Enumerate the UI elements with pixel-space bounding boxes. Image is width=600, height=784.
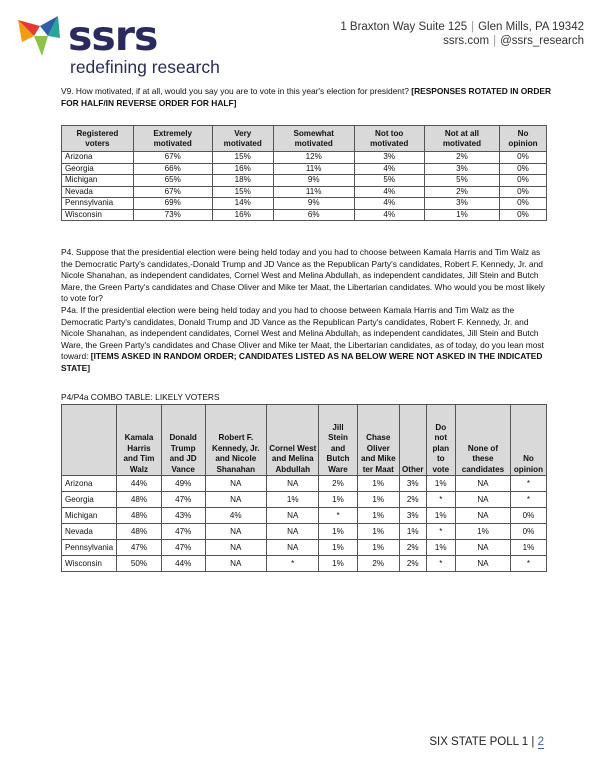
combo-col-header: None of these candidates [455,405,510,476]
v9-value-cell: 15% [212,186,273,198]
combo-value-cell: 50% [117,556,162,572]
v9-col-header: Very motivated [212,126,273,152]
v9-value-cell: 16% [212,163,273,175]
combo-value-cell: 1% [319,492,357,508]
v9-value-cell: 6% [273,209,354,221]
v9-col-header: No opinion [500,126,547,152]
v9-value-cell: 1% [424,209,499,221]
combo-value-cell: * [426,556,455,572]
combo-value-cell: 44% [161,556,205,572]
combo-value-cell: NA [205,476,267,492]
combo-value-cell: NA [455,556,510,572]
v9-value-cell: 4% [354,163,424,175]
combo-value-cell: 49% [161,476,205,492]
combo-value-cell: NA [455,508,510,524]
v9-value-cell: 4% [354,186,424,198]
v9-value-cell: 67% [133,186,212,198]
combo-value-cell: 48% [117,492,162,508]
table-row [62,186,547,198]
combo-value-cell: 2% [399,556,426,572]
combo-col-header: Donald Trump and JD Vance [161,405,205,476]
v9-value-cell: 5% [354,175,424,187]
v9-value-cell: 3% [424,198,499,210]
combo-value-cell: NA [455,476,510,492]
v9-value-cell: 12% [273,152,354,164]
v9-value-cell: 3% [424,163,499,175]
v9-state-cell: Nevada [62,186,134,198]
combo-value-cell: 1% [357,540,399,556]
v9-value-cell: 11% [273,186,354,198]
combo-value-cell: 1% [357,492,399,508]
page-footer [429,736,544,748]
table-row [62,540,547,556]
v9-value-cell: 0% [500,198,547,210]
combo-value-cell: NA [267,508,319,524]
table-row [62,209,547,221]
combo-col-header: Other [399,405,426,476]
footer-label: SIX STATE POLL 1 [429,736,529,748]
combo-value-cell: NA [267,540,319,556]
combo-state-cell: Michigan [62,508,117,524]
logo-tagline: redefining research [70,57,220,77]
combo-value-cell: 1% [267,492,319,508]
combo-col-header: Chase Oliver and Mike ter Maat [357,405,399,476]
combo-value-cell: 2% [399,540,426,556]
combo-value-cell: * [426,524,455,540]
combo-value-cell: NA [205,556,267,572]
combo-table-label: P4/P4a COMBO TABLE: LIKELY VOTERS [61,392,220,402]
v9-table-body [62,152,547,221]
combo-col-header: Kamala Harris and Tim Walz [117,405,162,476]
v9-question-text: V9. How motivated, if at all, would you say you are to vote in this year's election for president? [61,86,409,96]
v9-value-cell: 14% [212,198,273,210]
table-row [62,476,547,492]
combo-value-cell: 1% [426,476,455,492]
combo-table [61,404,547,572]
v9-col-header: Not at all motivated [424,126,499,152]
v9-state-cell: Pennsylvania [62,198,134,210]
social-handle[interactable]: @ssrs_research [500,35,584,47]
v9-value-cell: 4% [354,198,424,210]
combo-value-cell: NA [267,524,319,540]
v9-value-cell: 16% [212,209,273,221]
combo-value-cell: 1% [399,524,426,540]
combo-state-cell: Pennsylvania [62,540,117,556]
combo-col-header [62,405,117,476]
ssrs-logo-mark-icon [14,12,62,60]
combo-col-header: Jill Stein and Butch Ware [319,405,357,476]
ssrs-logo [14,10,234,80]
combo-value-cell: 1% [426,508,455,524]
combo-value-cell: 0% [510,508,546,524]
combo-col-header: Cornel West and Melina Abdullah [267,405,319,476]
footer-separator: | [531,736,535,748]
v9-col-header: Extremely motivated [133,126,212,152]
combo-value-cell: * [510,476,546,492]
combo-table-header [62,405,547,476]
combo-value-cell: NA [267,476,319,492]
combo-state-cell: Arizona [62,476,117,492]
page-number: 2 [537,736,544,748]
v9-table [61,125,547,221]
v9-value-cell: 67% [133,152,212,164]
combo-value-cell: 4% [205,508,267,524]
company-address: 1 Braxton Way Suite 125 | Glen Mills, PA 19342 ssrs.com | @ssrs_research [340,21,584,47]
v9-state-cell: Arizona [62,152,134,164]
v9-value-cell: 0% [500,209,547,221]
v9-value-cell: 0% [500,186,547,198]
v9-value-cell: 69% [133,198,212,210]
combo-value-cell: NA [455,492,510,508]
combo-value-cell: 43% [161,508,205,524]
table-row [62,152,547,164]
combo-value-cell: 2% [399,492,426,508]
combo-value-cell: * [426,492,455,508]
v9-value-cell: 0% [500,152,547,164]
combo-value-cell: 1% [455,524,510,540]
combo-col-header: Robert F. Kennedy, Jr. and Nicole Shanahan [205,405,267,476]
combo-state-cell: Wisconsin [62,556,117,572]
v9-value-cell: 0% [500,163,547,175]
v9-state-cell: Wisconsin [62,209,134,221]
v9-value-cell: 5% [424,175,499,187]
combo-value-cell: 1% [319,556,357,572]
combo-state-cell: Georgia [62,492,117,508]
v9-state-cell: Georgia [62,163,134,175]
combo-value-cell: 1% [357,524,399,540]
combo-value-cell: 3% [399,476,426,492]
combo-value-cell: 1% [357,476,399,492]
combo-value-cell: 47% [161,492,205,508]
v9-value-cell: 0% [500,175,547,187]
combo-value-cell: NA [205,524,267,540]
combo-value-cell: * [267,556,319,572]
v9-value-cell: 65% [133,175,212,187]
p4-question: P4. Suppose that the presidential election were being held today and you had to choose between Kamala Harris and Tim Walz as the Democratic Party's candidates,-Donald Trump and JD Vance as the Republican Party's candidates, Robert F. Kennedy, Jr. and Nicole Shanahan, as independent candidates, Cornel West and Melina Abdullah, as independent candidates, Jill Stein and Butch Mare, the Green Party's candidates and Chase Oliver and Mike ter Maat, the Libertarian candidates. Who would you be most likely to vote for? [61,247,545,304]
table-row [62,163,547,175]
v9-question [61,86,553,109]
v9-col-header: Not too motivated [354,126,424,152]
v9-value-cell: 9% [273,198,354,210]
v9-value-cell: 73% [133,209,212,221]
v9-value-cell: 15% [212,152,273,164]
combo-value-cell: 0% [510,524,546,540]
combo-value-cell: 1% [319,524,357,540]
logo-name: ssrs [68,12,158,60]
combo-value-cell: * [510,492,546,508]
combo-value-cell: * [510,556,546,572]
combo-value-cell: 47% [161,524,205,540]
v9-table-header [62,126,547,152]
v9-value-cell: 9% [273,175,354,187]
combo-value-cell: NA [205,540,267,556]
combo-value-cell: 1% [426,540,455,556]
v9-col-header: Registered voters [62,126,134,152]
combo-value-cell: 47% [117,540,162,556]
combo-value-cell: 1% [319,540,357,556]
v9-value-cell: 2% [424,152,499,164]
v9-value-cell: 66% [133,163,212,175]
combo-value-cell: NA [455,540,510,556]
table-row [62,556,547,572]
table-row [62,508,547,524]
table-row [62,198,547,210]
combo-value-cell: 48% [117,524,162,540]
combo-value-cell: 3% [399,508,426,524]
combo-value-cell: 44% [117,476,162,492]
combo-col-header: No opinion [510,405,546,476]
combo-value-cell: 2% [357,556,399,572]
v9-value-cell: 11% [273,163,354,175]
v9-value-cell: 18% [212,175,273,187]
combo-value-cell: NA [205,492,267,508]
v9-instruction: [RESPONSES ROTATED IN ORDER FOR HALF/IN REVERSE ORDER FOR HALF] [61,86,552,108]
p4a-instruction: [ITEMS ASKED IN RANDOM ORDER; CANDIDATES LISTED AS NA BELOW WERE NOT ASKED IN THE INDICATED STATE] [61,351,543,373]
v9-value-cell: 2% [424,186,499,198]
table-row [62,492,547,508]
combo-value-cell: 1% [357,508,399,524]
combo-value-cell: * [319,508,357,524]
combo-col-header: Do not plan to vote [426,405,455,476]
table-row [62,524,547,540]
v9-value-cell: 4% [354,209,424,221]
website-link[interactable]: ssrs.com [443,35,490,47]
combo-table-body [62,476,547,572]
v9-state-cell: Michigan [62,175,134,187]
v9-col-header: Somewhat motivated [273,126,354,152]
combo-value-cell: 47% [161,540,205,556]
address-street: 1 Braxton Way Suite 125 [340,21,468,33]
p4a-question [61,305,553,375]
v9-value-cell: 3% [354,152,424,164]
combo-state-cell: Nevada [62,524,117,540]
combo-value-cell: 48% [117,508,162,524]
address-city: Glen Mills, PA 19342 [478,21,584,33]
table-row [62,175,547,187]
combo-value-cell: 2% [319,476,357,492]
combo-value-cell: 1% [510,540,546,556]
p4a-question-text: P4a. If the presidential election were being held today and you had to choose between Kamala Harris and Tim Walz as the Democratic Party's candidates, Donald Trump and JD Vance as the Republican Party's candidates, Robert F. Kennedy, Jr. and Nicole Shanahan, as independent candidates, Cornel West and Melina Abdullah, as independent candidates, Jill Stein and Butch Ware, the Green Party's candidates and Chase Oliver and Mike ter Maat, the Libertarian candidates, as of today, do you lean most toward: [61,305,544,362]
